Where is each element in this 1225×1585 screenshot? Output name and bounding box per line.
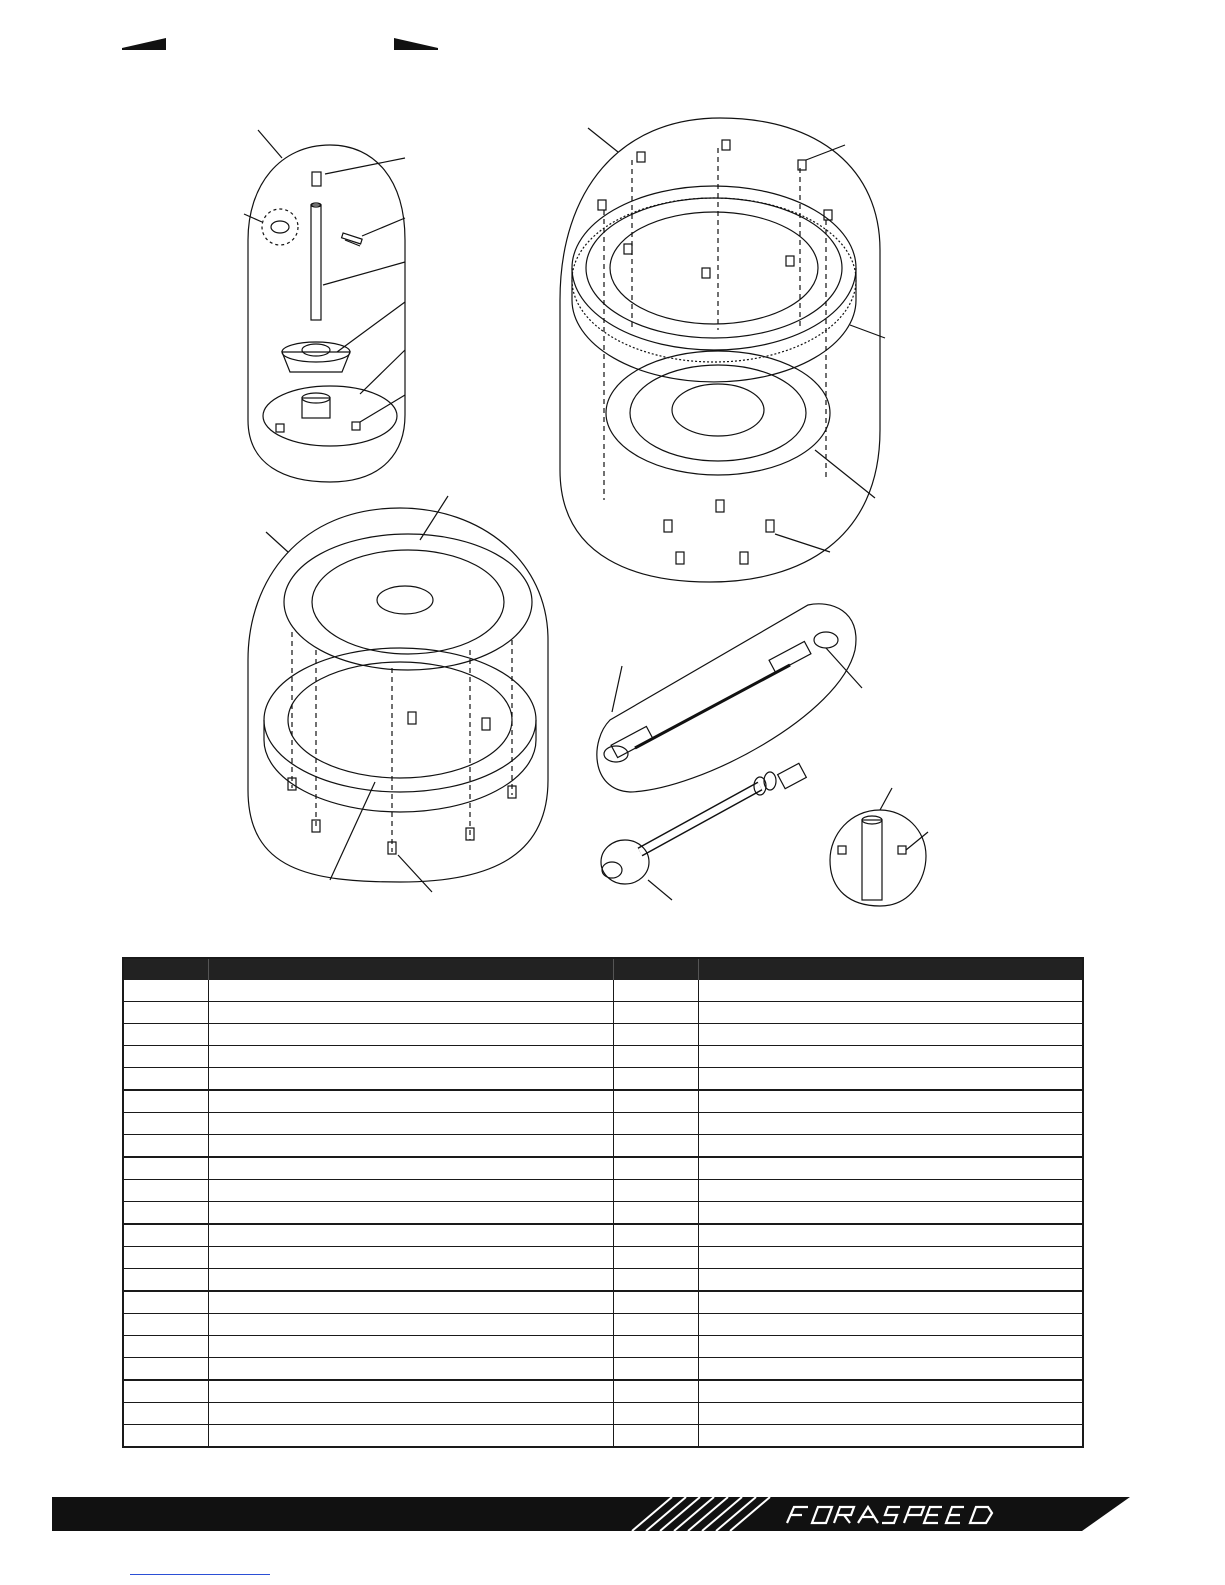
table-cell (209, 1113, 614, 1135)
table-cell (209, 1180, 614, 1202)
table-row (123, 1202, 1083, 1225)
header-cell (123, 958, 209, 980)
main-gear-lower-group (248, 496, 548, 892)
table-cell (699, 1224, 1084, 1247)
table-cell (699, 1380, 1084, 1403)
table-cell (699, 1046, 1084, 1068)
table-cell (699, 980, 1084, 1002)
table-cell (123, 1090, 209, 1113)
table-cell (614, 1202, 699, 1225)
table-cell (123, 1180, 209, 1202)
table-cell (209, 1090, 614, 1113)
table-cell (614, 1291, 699, 1314)
table-cell (123, 1247, 209, 1269)
table-cell (614, 1135, 699, 1158)
header-cell (699, 958, 1084, 980)
table-cell (699, 1024, 1084, 1046)
table-cell (614, 1224, 699, 1247)
table-row (123, 1068, 1083, 1091)
header-cell (209, 958, 614, 980)
table-cell (699, 1403, 1084, 1425)
table-body (123, 980, 1083, 1447)
table-cell (699, 1269, 1084, 1292)
main-gear-upper-group (560, 118, 885, 582)
table-cell (209, 1358, 614, 1381)
table-cell (209, 1247, 614, 1269)
table-cell (209, 1380, 614, 1403)
table-cell (699, 1180, 1084, 1202)
bottom-link-underline[interactable] (130, 1574, 270, 1575)
table-cell (699, 1358, 1084, 1381)
table-cell (614, 1090, 699, 1113)
tail-drive-shaft-group (601, 763, 806, 900)
table-row (123, 1024, 1083, 1046)
table-cell (614, 1157, 699, 1180)
table-row (123, 1314, 1083, 1336)
table-cell (699, 1202, 1084, 1225)
table-row (123, 1358, 1083, 1381)
table-cell (699, 1157, 1084, 1180)
table-cell (209, 1024, 614, 1046)
table-cell (123, 1291, 209, 1314)
table-row (123, 1336, 1083, 1358)
table-cell (123, 980, 209, 1002)
table-cell (123, 1046, 209, 1068)
table-cell (614, 1269, 699, 1292)
table-cell (614, 1180, 699, 1202)
table-cell (209, 1157, 614, 1180)
table-row (123, 1224, 1083, 1247)
table-cell (209, 1068, 614, 1091)
table-row (123, 1113, 1083, 1135)
table-cell (614, 980, 699, 1002)
table-cell (699, 1068, 1084, 1091)
table-cell (699, 1425, 1084, 1448)
table-cell (123, 1157, 209, 1180)
table-cell (123, 1068, 209, 1091)
table-cell (614, 1002, 699, 1024)
table-row (123, 980, 1083, 1002)
table-cell (614, 1046, 699, 1068)
table-cell (699, 1247, 1084, 1269)
table-cell (614, 1314, 699, 1336)
footer-band (52, 1497, 1130, 1531)
table-cell (123, 1336, 209, 1358)
table-cell (123, 1425, 209, 1448)
table-row (123, 1157, 1083, 1180)
table-cell (209, 1425, 614, 1448)
table-cell (699, 1113, 1084, 1135)
table-row (123, 1135, 1083, 1158)
table-cell (209, 1002, 614, 1024)
table-cell (123, 1113, 209, 1135)
table-row (123, 1046, 1083, 1068)
table-cell (614, 1024, 699, 1046)
header-cell (614, 958, 699, 980)
table-cell (123, 1202, 209, 1225)
table-cell (699, 1291, 1084, 1314)
table-row (123, 1180, 1083, 1202)
table-row (123, 1247, 1083, 1269)
table-cell (699, 1314, 1084, 1336)
table-cell (209, 1291, 614, 1314)
table-cell (123, 1403, 209, 1425)
parts-table (122, 957, 1084, 1448)
table-cell (209, 1046, 614, 1068)
table-cell (209, 1202, 614, 1225)
table-row (123, 1403, 1083, 1425)
table-row (123, 1269, 1083, 1292)
table-cell (123, 1358, 209, 1381)
table-cell (699, 1002, 1084, 1024)
table-cell (209, 1135, 614, 1158)
table-cell (123, 1002, 209, 1024)
table-cell (123, 1269, 209, 1292)
table-cell (614, 1358, 699, 1381)
table-cell (123, 1224, 209, 1247)
table-cell (209, 980, 614, 1002)
table-cell (209, 1314, 614, 1336)
table-cell (614, 1403, 699, 1425)
table-cell (699, 1135, 1084, 1158)
tail-output-shaft-group (244, 130, 405, 482)
table-cell (209, 1269, 614, 1292)
table-cell (614, 1113, 699, 1135)
table-row (123, 1380, 1083, 1403)
table-cell (614, 1336, 699, 1358)
table-cell (699, 1336, 1084, 1358)
table-row (123, 1090, 1083, 1113)
table-row (123, 1291, 1083, 1314)
table-cell (209, 1336, 614, 1358)
table-cell (614, 1380, 699, 1403)
table-cell (614, 1068, 699, 1091)
table-cell (123, 1314, 209, 1336)
table-cell (209, 1403, 614, 1425)
table-cell (614, 1425, 699, 1448)
table-header-row (123, 958, 1083, 980)
tail-push-rod-group (597, 604, 862, 792)
table-cell (123, 1024, 209, 1046)
table-cell (123, 1380, 209, 1403)
table-cell (209, 1224, 614, 1247)
table-row (123, 1002, 1083, 1024)
table-cell (123, 1135, 209, 1158)
table-cell (699, 1090, 1084, 1113)
pinion-group (830, 788, 928, 906)
table-row (123, 1425, 1083, 1448)
table-cell (614, 1247, 699, 1269)
